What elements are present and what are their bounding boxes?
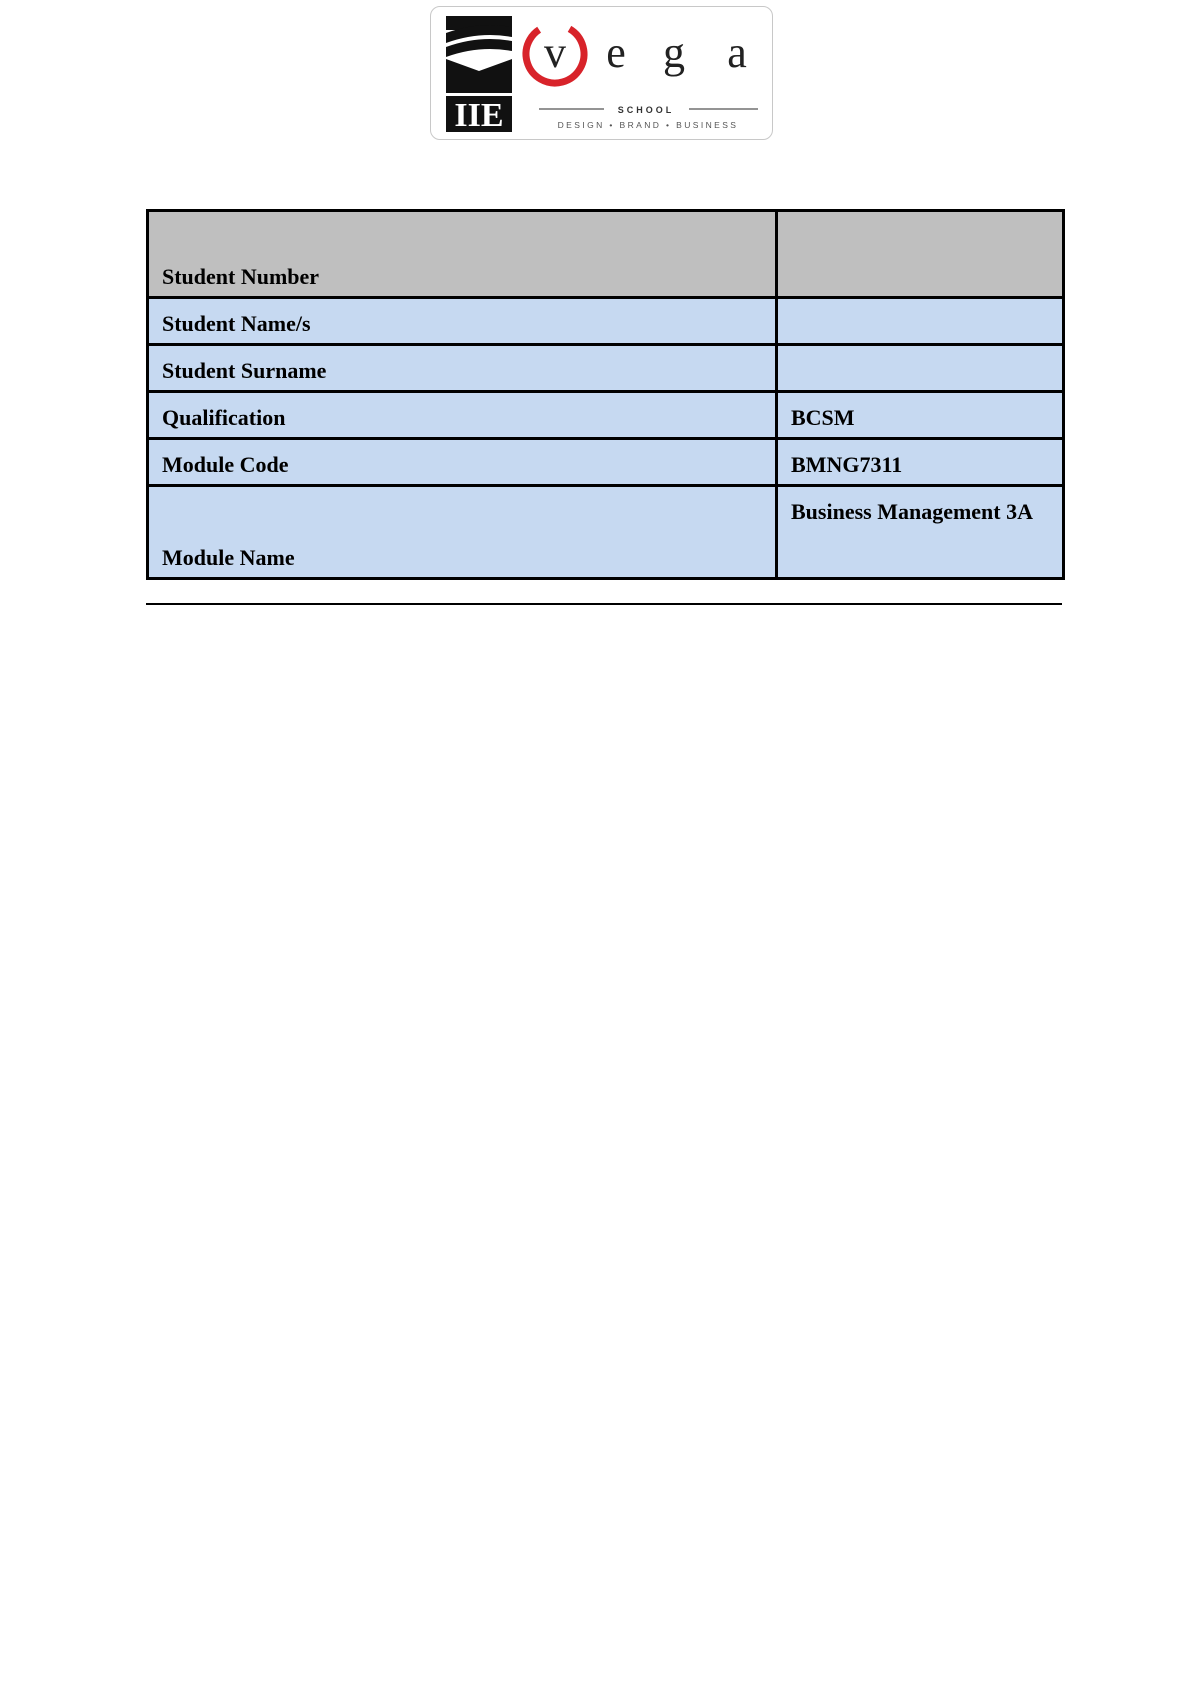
student-names-label: Student Name/s bbox=[148, 298, 777, 345]
logo-letter-a: a bbox=[727, 28, 747, 77]
table-row bbox=[148, 211, 1064, 298]
student-surname-label: Student Surname bbox=[148, 345, 777, 392]
module-name-value: Business Management 3A bbox=[777, 486, 1064, 579]
student-number-value bbox=[777, 211, 1064, 298]
table-row bbox=[148, 439, 1064, 486]
iie-emblem-icon bbox=[446, 16, 512, 134]
table-row bbox=[148, 298, 1064, 345]
logo-letter-g: g bbox=[663, 28, 685, 77]
module-name-label: Module Name bbox=[148, 486, 777, 579]
table-row bbox=[148, 392, 1064, 439]
module-code-label: Module Code bbox=[148, 439, 777, 486]
qualification-value: BCSM bbox=[777, 392, 1064, 439]
logo-school-text: SCHOOL bbox=[617, 105, 675, 115]
student-surname-value bbox=[777, 345, 1064, 392]
student-names-value bbox=[777, 298, 1064, 345]
table-row bbox=[148, 486, 1064, 579]
logo-graphic bbox=[431, 7, 771, 138]
table-row bbox=[148, 345, 1064, 392]
cover-info-table bbox=[146, 209, 1065, 580]
iie-text: IIE bbox=[454, 97, 504, 134]
module-code-value: BMNG7311 bbox=[777, 439, 1064, 486]
logo-tagline: DESIGN • BRAND • BUSINESS bbox=[557, 120, 739, 130]
qualification-label: Qualification bbox=[148, 392, 777, 439]
logo-letter-v: v bbox=[544, 28, 566, 77]
logo-letter-e: e bbox=[606, 28, 626, 77]
horizontal-divider bbox=[146, 603, 1062, 605]
vega-school-logo bbox=[430, 6, 773, 140]
student-number-label: Student Number bbox=[148, 211, 777, 298]
